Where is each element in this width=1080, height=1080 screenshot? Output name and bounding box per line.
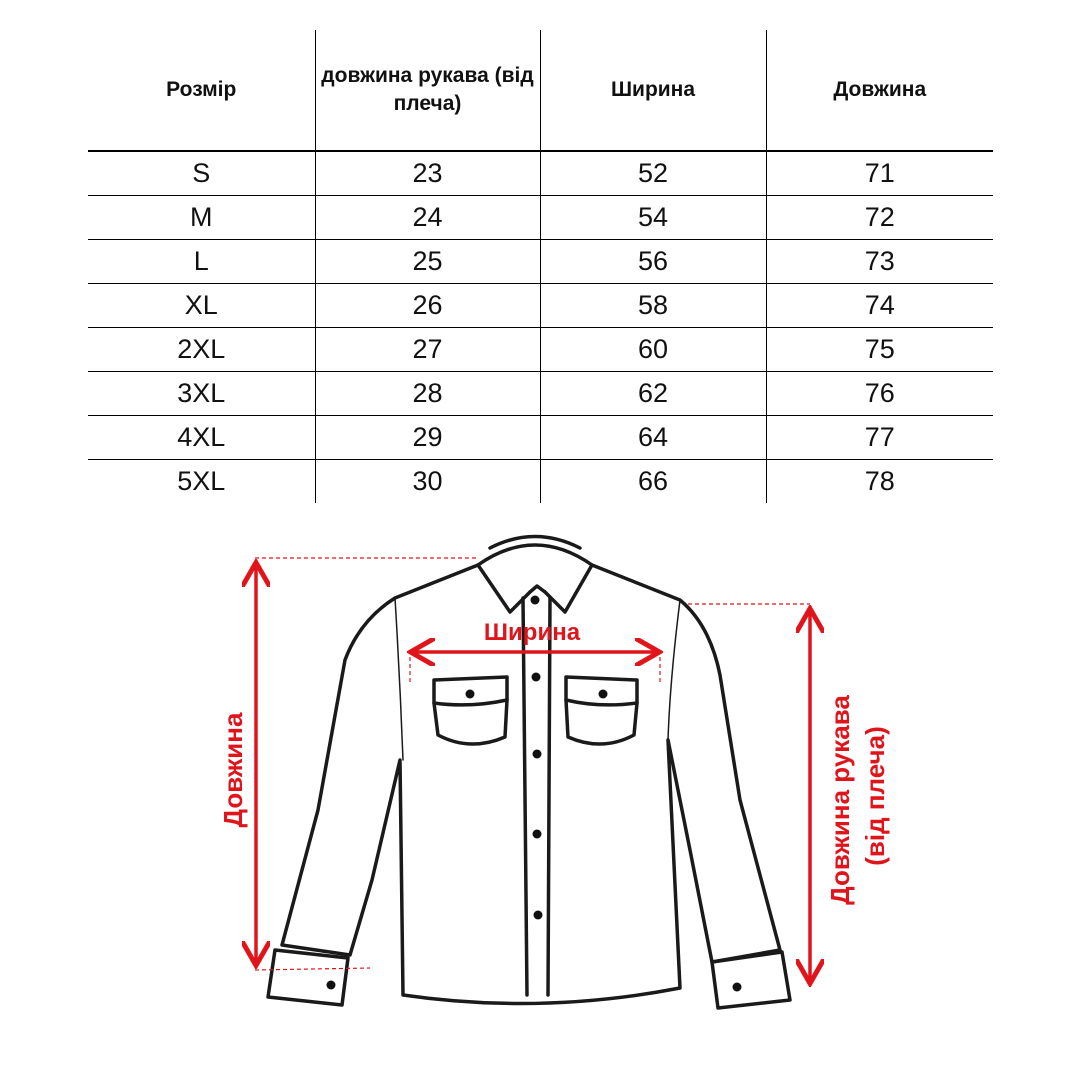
- cell-size: S: [88, 151, 315, 196]
- cell-size: 4XL: [88, 416, 315, 460]
- cell-size: 3XL: [88, 372, 315, 416]
- cell-length: 73: [766, 240, 993, 284]
- length-label: Довжина: [218, 712, 248, 828]
- table-row: [88, 196, 993, 240]
- cell-sleeve: 30: [315, 460, 540, 504]
- cell-length: 76: [766, 372, 993, 416]
- cell-size: 2XL: [88, 328, 315, 372]
- cell-sleeve: 25: [315, 240, 540, 284]
- cell-width: 66: [540, 460, 766, 504]
- cell-width: 54: [540, 196, 766, 240]
- header-width: Ширина: [540, 30, 766, 151]
- cell-length: 78: [766, 460, 993, 504]
- cell-width: 58: [540, 284, 766, 328]
- cell-width: 52: [540, 151, 766, 196]
- cell-width: 64: [540, 416, 766, 460]
- cell-width: 62: [540, 372, 766, 416]
- cell-length: 71: [766, 151, 993, 196]
- cell-size: L: [88, 240, 315, 284]
- cell-size: 5XL: [177, 466, 226, 496]
- cell-sleeve: 28: [315, 372, 540, 416]
- cell-sleeve: 26: [315, 284, 540, 328]
- header-size: Розмір: [88, 30, 315, 151]
- cell-size: XL: [88, 284, 315, 328]
- shirt-icon: [268, 537, 790, 1009]
- table-header-row: [88, 30, 993, 151]
- cell-sleeve: 24: [315, 196, 540, 240]
- table-row: [88, 328, 993, 372]
- width-label: Ширина: [483, 619, 581, 646]
- cell-length: 75: [766, 328, 993, 372]
- size-table: [88, 30, 993, 503]
- cell-size: M: [88, 196, 315, 240]
- cell-width: 56: [540, 240, 766, 284]
- table-row: [88, 372, 993, 416]
- cell-length: 77: [766, 416, 993, 460]
- shirt-measurement-diagram: [0, 510, 1080, 1080]
- table-row: [88, 240, 993, 284]
- sleeve-label-line2: (від плеча): [860, 726, 890, 866]
- table-row: [88, 284, 993, 328]
- cell-length: 74: [766, 284, 993, 328]
- sleeve-label-line1: Довжина рукава: [825, 695, 855, 905]
- cell-sleeve: 27: [315, 328, 540, 372]
- cell-length: 72: [766, 196, 993, 240]
- header-length: Довжина: [766, 30, 993, 151]
- cell-sleeve: 23: [315, 151, 540, 196]
- table-row: [88, 151, 993, 196]
- header-sleeve-length: довжина рукава (від плеча): [315, 30, 540, 151]
- table-row: [88, 460, 993, 504]
- cell-sleeve: 29: [315, 416, 540, 460]
- table-row: [88, 416, 993, 460]
- cell-width: 60: [540, 328, 766, 372]
